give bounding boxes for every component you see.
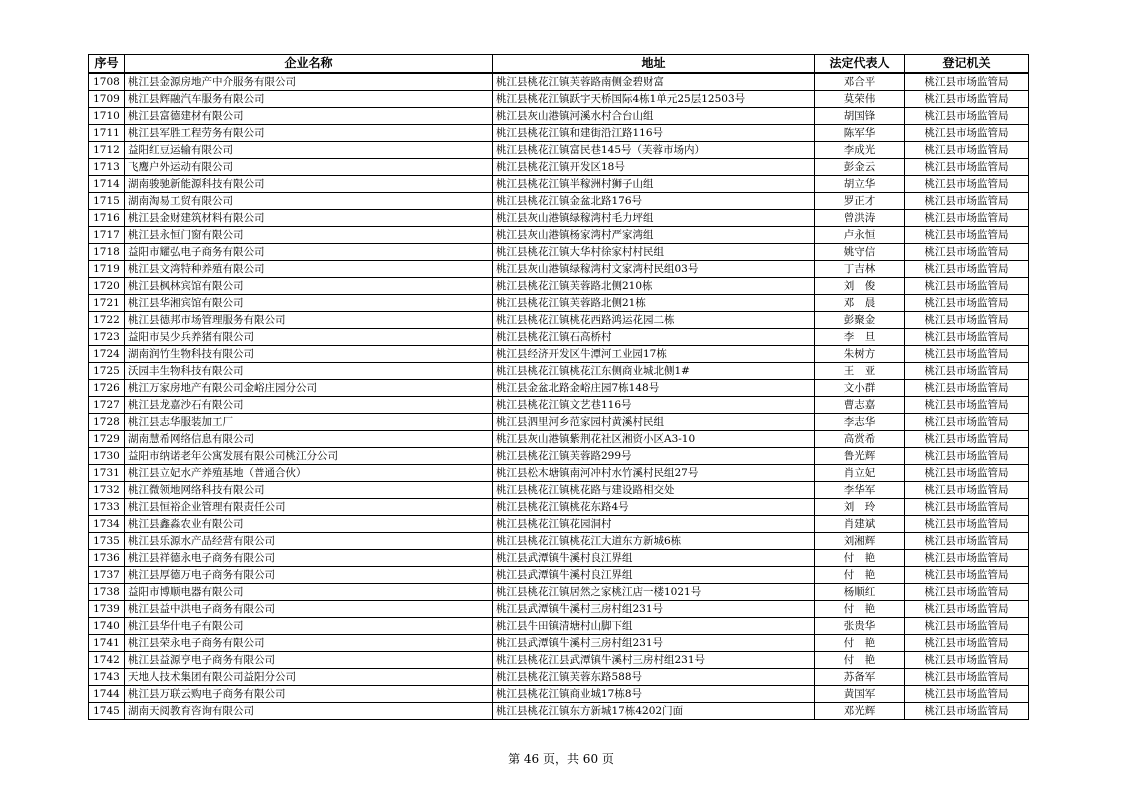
address-cell: 桃江县桃花江镇大华村徐家村村民组 bbox=[493, 244, 815, 261]
serial-no-cell: 1711 bbox=[89, 125, 125, 142]
serial-no-cell: 1743 bbox=[89, 669, 125, 686]
serial-no-cell: 1731 bbox=[89, 465, 125, 482]
legal-representative-cell: 彭金云 bbox=[815, 159, 905, 176]
table-row bbox=[89, 244, 1029, 261]
company-name-cell: 桃江县金源房地产中介服务有限公司 bbox=[125, 73, 493, 91]
serial-no-cell: 1719 bbox=[89, 261, 125, 278]
registration-authority-cell: 桃江县市场监管局 bbox=[905, 363, 1029, 380]
serial-no-cell: 1724 bbox=[89, 346, 125, 363]
serial-no-cell: 1723 bbox=[89, 329, 125, 346]
table-row bbox=[89, 295, 1029, 312]
registration-authority-cell: 桃江县市场监管局 bbox=[905, 533, 1029, 550]
legal-representative-cell: 姚守信 bbox=[815, 244, 905, 261]
table-row bbox=[89, 312, 1029, 329]
serial-no-cell: 1716 bbox=[89, 210, 125, 227]
registration-authority-cell: 桃江县市场监管局 bbox=[905, 142, 1029, 159]
legal-representative-cell: 杨顺红 bbox=[815, 584, 905, 601]
address-cell: 桃江县桃花江镇跃宇天桥国际4栋1单元25层12503号 bbox=[493, 91, 815, 108]
registration-authority-cell: 桃江县市场监管局 bbox=[905, 652, 1029, 669]
company-name-cell: 桃江万家房地产有限公司金峪庄园分公司 bbox=[125, 380, 493, 397]
table-row bbox=[89, 91, 1029, 108]
address-cell: 桃江县桃花江镇文艺巷116号 bbox=[493, 397, 815, 414]
legal-representative-cell: 文小群 bbox=[815, 380, 905, 397]
header-serial-no: 序号 bbox=[89, 55, 125, 74]
table-row bbox=[89, 380, 1029, 397]
serial-no-cell: 1710 bbox=[89, 108, 125, 125]
legal-representative-cell: 曹志嘉 bbox=[815, 397, 905, 414]
registration-authority-cell: 桃江县市场监管局 bbox=[905, 567, 1029, 584]
company-name-cell: 飞鹰户外运动有限公司 bbox=[125, 159, 493, 176]
table-row bbox=[89, 448, 1029, 465]
serial-no-cell: 1739 bbox=[89, 601, 125, 618]
table-row bbox=[89, 414, 1029, 431]
company-name-cell: 桃江县永恒门窗有限公司 bbox=[125, 227, 493, 244]
company-name-cell: 湖南骏驰新能源科技有限公司 bbox=[125, 176, 493, 193]
legal-representative-cell: 张贵华 bbox=[815, 618, 905, 635]
address-cell: 桃江县桃花江镇商业城17栋8号 bbox=[493, 686, 815, 703]
address-cell: 桃江县武潭镇牛溪村良江界组 bbox=[493, 550, 815, 567]
table-row bbox=[89, 431, 1029, 448]
table-row bbox=[89, 210, 1029, 227]
registration-authority-cell: 桃江县市场监管局 bbox=[905, 380, 1029, 397]
table-row bbox=[89, 159, 1029, 176]
address-cell: 桃江县桃花江镇芙蓉路北侧21栋 bbox=[493, 295, 815, 312]
company-name-cell: 桃江县金财建筑材料有限公司 bbox=[125, 210, 493, 227]
registration-authority-cell: 桃江县市场监管局 bbox=[905, 295, 1029, 312]
table-row bbox=[89, 567, 1029, 584]
legal-representative-cell: 彭聚金 bbox=[815, 312, 905, 329]
address-cell: 桃江县灰山港镇河溪水村合台山组 bbox=[493, 108, 815, 125]
company-name-cell: 桃江县龙嘉沙石有限公司 bbox=[125, 397, 493, 414]
address-cell: 桃江县桃花江镇桃花江东侧商业城北侧1# bbox=[493, 363, 815, 380]
serial-no-cell: 1741 bbox=[89, 635, 125, 652]
table-row bbox=[89, 482, 1029, 499]
legal-representative-cell: 朱树方 bbox=[815, 346, 905, 363]
company-name-cell: 桃江县文湾特种养殖有限公司 bbox=[125, 261, 493, 278]
registration-authority-cell: 桃江县市场监管局 bbox=[905, 125, 1029, 142]
table-row bbox=[89, 635, 1029, 652]
legal-representative-cell: 陈军华 bbox=[815, 125, 905, 142]
legal-representative-cell: 胡国锋 bbox=[815, 108, 905, 125]
address-cell: 桃江县桃花江镇芙蓉路南侧金碧财富 bbox=[493, 73, 815, 91]
legal-representative-cell: 卢永恒 bbox=[815, 227, 905, 244]
registration-authority-cell: 桃江县市场监管局 bbox=[905, 227, 1029, 244]
serial-no-cell: 1725 bbox=[89, 363, 125, 380]
address-cell: 桃江县经济开发区牛潭河工业园17栋 bbox=[493, 346, 815, 363]
company-name-cell: 桃江县益源亨电子商务有限公司 bbox=[125, 652, 493, 669]
legal-representative-cell: 李志华 bbox=[815, 414, 905, 431]
legal-representative-cell: 曾洪涛 bbox=[815, 210, 905, 227]
header-registration-authority: 登记机关 bbox=[905, 55, 1029, 74]
company-name-cell: 桃江县枫林宾馆有限公司 bbox=[125, 278, 493, 295]
address-cell: 桃江县武潭镇牛溪村三房村组231号 bbox=[493, 601, 815, 618]
legal-representative-cell: 肖立妃 bbox=[815, 465, 905, 482]
table-row bbox=[89, 261, 1029, 278]
address-cell: 桃江县武潭镇牛溪村良江界组 bbox=[493, 567, 815, 584]
company-name-cell: 湖南慧希网络信息有限公司 bbox=[125, 431, 493, 448]
registration-authority-cell: 桃江县市场监管局 bbox=[905, 346, 1029, 363]
legal-representative-cell: 付 艳 bbox=[815, 567, 905, 584]
serial-no-cell: 1720 bbox=[89, 278, 125, 295]
address-cell: 桃江县灰山港镇绿稼湾村文家湾村民组03号 bbox=[493, 261, 815, 278]
registration-authority-cell: 桃江县市场监管局 bbox=[905, 193, 1029, 210]
serial-no-cell: 1740 bbox=[89, 618, 125, 635]
address-cell: 桃江县桃花江镇居然之家桃江店一楼1021号 bbox=[493, 584, 815, 601]
registration-authority-cell: 桃江县市场监管局 bbox=[905, 278, 1029, 295]
address-cell: 桃江县桃花江镇金盆北路176号 bbox=[493, 193, 815, 210]
legal-representative-cell: 付 艳 bbox=[815, 601, 905, 618]
enterprise-registry-table bbox=[88, 54, 1029, 720]
serial-no-cell: 1732 bbox=[89, 482, 125, 499]
legal-representative-cell: 刘湘辉 bbox=[815, 533, 905, 550]
address-cell: 桃江县桃花江镇桃花江大道东方新城6栋 bbox=[493, 533, 815, 550]
legal-representative-cell: 邓光辉 bbox=[815, 703, 905, 720]
legal-representative-cell: 丁吉林 bbox=[815, 261, 905, 278]
address-cell: 桃江县桃花江镇芙蓉东路588号 bbox=[493, 669, 815, 686]
table-row bbox=[89, 703, 1029, 720]
table-row bbox=[89, 346, 1029, 363]
registration-authority-cell: 桃江县市场监管局 bbox=[905, 91, 1029, 108]
company-name-cell: 湖南天阅教育咨询有限公司 bbox=[125, 703, 493, 720]
company-name-cell: 益阳市纳诺老年公寓发展有限公司桃江分公司 bbox=[125, 448, 493, 465]
legal-representative-cell: 付 艳 bbox=[815, 550, 905, 567]
serial-no-cell: 1745 bbox=[89, 703, 125, 720]
header-company-name: 企业名称 bbox=[125, 55, 493, 74]
company-name-cell: 桃江县华湘宾馆有限公司 bbox=[125, 295, 493, 312]
company-name-cell: 桃江县益中洪电子商务有限公司 bbox=[125, 601, 493, 618]
company-name-cell: 桃江县德邦市场管理服务有限公司 bbox=[125, 312, 493, 329]
legal-representative-cell: 邓合平 bbox=[815, 73, 905, 91]
address-cell: 桃江县桃花江镇和建街沿江路116号 bbox=[493, 125, 815, 142]
registration-authority-cell: 桃江县市场监管局 bbox=[905, 176, 1029, 193]
address-cell: 桃江县灰山港镇紫荆花社区湘资小区A3-10 bbox=[493, 431, 815, 448]
registration-authority-cell: 桃江县市场监管局 bbox=[905, 618, 1029, 635]
header-address: 地址 bbox=[493, 55, 815, 74]
serial-no-cell: 1727 bbox=[89, 397, 125, 414]
table-row bbox=[89, 686, 1029, 703]
serial-no-cell: 1729 bbox=[89, 431, 125, 448]
table-header bbox=[89, 55, 1029, 74]
legal-representative-cell: 鲁光辉 bbox=[815, 448, 905, 465]
serial-no-cell: 1726 bbox=[89, 380, 125, 397]
table-row bbox=[89, 278, 1029, 295]
serial-no-cell: 1736 bbox=[89, 550, 125, 567]
serial-no-cell: 1737 bbox=[89, 567, 125, 584]
company-name-cell: 桃江县立妃水产养殖基地（普通合伙） bbox=[125, 465, 493, 482]
registration-authority-cell: 桃江县市场监管局 bbox=[905, 686, 1029, 703]
address-cell: 桃江县牛田镇清塘村山脚下组 bbox=[493, 618, 815, 635]
company-name-cell: 桃江县华什电子有限公司 bbox=[125, 618, 493, 635]
address-cell: 桃江县桃花江镇桃花西路鸿运花园二栋 bbox=[493, 312, 815, 329]
registration-authority-cell: 桃江县市场监管局 bbox=[905, 550, 1029, 567]
registration-authority-cell: 桃江县市场监管局 bbox=[905, 414, 1029, 431]
serial-no-cell: 1721 bbox=[89, 295, 125, 312]
registration-authority-cell: 桃江县市场监管局 bbox=[905, 703, 1029, 720]
registration-authority-cell: 桃江县市场监管局 bbox=[905, 431, 1029, 448]
registration-authority-cell: 桃江县市场监管局 bbox=[905, 210, 1029, 227]
table-row bbox=[89, 193, 1029, 210]
table-row bbox=[89, 73, 1029, 91]
company-name-cell: 桃江县辉融汽车服务有限公司 bbox=[125, 91, 493, 108]
page-number: 第 46 页，共 60 页 bbox=[508, 752, 614, 766]
company-name-cell: 桃江县万联云购电子商务有限公司 bbox=[125, 686, 493, 703]
registration-authority-cell: 桃江县市场监管局 bbox=[905, 669, 1029, 686]
company-name-cell: 桃江县祥德永电子商务有限公司 bbox=[125, 550, 493, 567]
table-row bbox=[89, 176, 1029, 193]
registration-authority-cell: 桃江县市场监管局 bbox=[905, 584, 1029, 601]
registration-authority-cell: 桃江县市场监管局 bbox=[905, 244, 1029, 261]
address-cell: 桃江县桃花江镇开发区18号 bbox=[493, 159, 815, 176]
registration-authority-cell: 桃江县市场监管局 bbox=[905, 516, 1029, 533]
serial-no-cell: 1717 bbox=[89, 227, 125, 244]
table-row bbox=[89, 329, 1029, 346]
address-cell: 桃江县桃花江镇芙蓉路北侧210栋 bbox=[493, 278, 815, 295]
registration-authority-cell: 桃江县市场监管局 bbox=[905, 635, 1029, 652]
address-cell: 桃江县桃花江县武潭镇牛溪村三房村组231号 bbox=[493, 652, 815, 669]
registration-authority-cell: 桃江县市场监管局 bbox=[905, 482, 1029, 499]
table-row bbox=[89, 142, 1029, 159]
table-row bbox=[89, 516, 1029, 533]
legal-representative-cell: 刘 俊 bbox=[815, 278, 905, 295]
legal-representative-cell: 黄国军 bbox=[815, 686, 905, 703]
legal-representative-cell: 高赏希 bbox=[815, 431, 905, 448]
legal-representative-cell: 苏备军 bbox=[815, 669, 905, 686]
table-body bbox=[89, 73, 1029, 720]
table-row bbox=[89, 669, 1029, 686]
company-name-cell: 益阳市耀弘电子商务有限公司 bbox=[125, 244, 493, 261]
serial-no-cell: 1713 bbox=[89, 159, 125, 176]
address-cell: 桃江县桃花江镇富民巷145号（芙蓉市场内） bbox=[493, 142, 815, 159]
table-row bbox=[89, 584, 1029, 601]
company-name-cell: 天地人技术集团有限公司益阳分公司 bbox=[125, 669, 493, 686]
registration-authority-cell: 桃江县市场监管局 bbox=[905, 329, 1029, 346]
serial-no-cell: 1715 bbox=[89, 193, 125, 210]
address-cell: 桃江县桃花江镇桃花东路4号 bbox=[493, 499, 815, 516]
registration-authority-cell: 桃江县市场监管局 bbox=[905, 499, 1029, 516]
legal-representative-cell: 刘 玲 bbox=[815, 499, 905, 516]
registration-authority-cell: 桃江县市场监管局 bbox=[905, 312, 1029, 329]
company-name-cell: 桃江县乐源水产品经营有限公司 bbox=[125, 533, 493, 550]
address-cell: 桃江县松木塘镇南河冲村水竹溪村民组27号 bbox=[493, 465, 815, 482]
company-name-cell: 益阳红豆运输有限公司 bbox=[125, 142, 493, 159]
address-cell: 桃江县武潭镇牛溪村三房村组231号 bbox=[493, 635, 815, 652]
address-cell: 桃江县灰山港镇绿稼湾村毛力坪组 bbox=[493, 210, 815, 227]
legal-representative-cell: 莫荣伟 bbox=[815, 91, 905, 108]
table-row bbox=[89, 550, 1029, 567]
registration-authority-cell: 桃江县市场监管局 bbox=[905, 465, 1029, 482]
registration-authority-cell: 桃江县市场监管局 bbox=[905, 261, 1029, 278]
company-name-cell: 桃江县荣永电子商务有限公司 bbox=[125, 635, 493, 652]
table-row bbox=[89, 397, 1029, 414]
legal-representative-cell: 胡立华 bbox=[815, 176, 905, 193]
address-cell: 桃江县桃花江镇花园洞村 bbox=[493, 516, 815, 533]
legal-representative-cell: 李华军 bbox=[815, 482, 905, 499]
address-cell: 桃江县桃花江镇石高桥村 bbox=[493, 329, 815, 346]
table-row bbox=[89, 363, 1029, 380]
legal-representative-cell: 邓 晨 bbox=[815, 295, 905, 312]
serial-no-cell: 1734 bbox=[89, 516, 125, 533]
address-cell: 桃江县桃花江镇东方新城17栋4202门面 bbox=[493, 703, 815, 720]
serial-no-cell: 1733 bbox=[89, 499, 125, 516]
address-cell: 桃江县桃花江镇半稼洲村狮子山组 bbox=[493, 176, 815, 193]
company-name-cell: 益阳市博顺电器有限公司 bbox=[125, 584, 493, 601]
address-cell: 桃江县桃花江镇桃花路与建设路相交处 bbox=[493, 482, 815, 499]
registration-authority-cell: 桃江县市场监管局 bbox=[905, 397, 1029, 414]
serial-no-cell: 1722 bbox=[89, 312, 125, 329]
serial-no-cell: 1735 bbox=[89, 533, 125, 550]
legal-representative-cell: 付 艳 bbox=[815, 635, 905, 652]
company-name-cell: 湖南润竹生物科技有限公司 bbox=[125, 346, 493, 363]
serial-no-cell: 1708 bbox=[89, 73, 125, 91]
table-row bbox=[89, 108, 1029, 125]
table-row bbox=[89, 499, 1029, 516]
table-row bbox=[89, 601, 1029, 618]
header-legal-representative: 法定代表人 bbox=[815, 55, 905, 74]
company-name-cell: 益阳市吴少兵养猪有限公司 bbox=[125, 329, 493, 346]
table-row bbox=[89, 618, 1029, 635]
serial-no-cell: 1714 bbox=[89, 176, 125, 193]
registration-authority-cell: 桃江县市场监管局 bbox=[905, 108, 1029, 125]
legal-representative-cell: 付 艳 bbox=[815, 652, 905, 669]
registration-authority-cell: 桃江县市场监管局 bbox=[905, 159, 1029, 176]
company-name-cell: 湖南淘易工贸有限公司 bbox=[125, 193, 493, 210]
legal-representative-cell: 王 亚 bbox=[815, 363, 905, 380]
company-name-cell: 桃江县厚德万电子商务有限公司 bbox=[125, 567, 493, 584]
serial-no-cell: 1718 bbox=[89, 244, 125, 261]
legal-representative-cell: 李 旦 bbox=[815, 329, 905, 346]
table-row bbox=[89, 465, 1029, 482]
table-row bbox=[89, 652, 1029, 669]
serial-no-cell: 1728 bbox=[89, 414, 125, 431]
company-name-cell: 桃江县富德建材有限公司 bbox=[125, 108, 493, 125]
serial-no-cell: 1744 bbox=[89, 686, 125, 703]
serial-no-cell: 1712 bbox=[89, 142, 125, 159]
serial-no-cell: 1738 bbox=[89, 584, 125, 601]
table-row bbox=[89, 227, 1029, 244]
company-name-cell: 桃江县志华服装加工厂 bbox=[125, 414, 493, 431]
serial-no-cell: 1709 bbox=[89, 91, 125, 108]
company-name-cell: 桃江县鑫淼农业有限公司 bbox=[125, 516, 493, 533]
registration-authority-cell: 桃江县市场监管局 bbox=[905, 73, 1029, 91]
registration-authority-cell: 桃江县市场监管局 bbox=[905, 601, 1029, 618]
company-name-cell: 沃园丰生物科技有限公司 bbox=[125, 363, 493, 380]
serial-no-cell: 1730 bbox=[89, 448, 125, 465]
header-row bbox=[89, 55, 1029, 74]
table-row bbox=[89, 125, 1029, 142]
address-cell: 桃江县灰山港镇杨家湾村严家湾组 bbox=[493, 227, 815, 244]
company-name-cell: 桃江微领地网络科技有限公司 bbox=[125, 482, 493, 499]
serial-no-cell: 1742 bbox=[89, 652, 125, 669]
address-cell: 桃江县桃花江镇芙蓉路299号 bbox=[493, 448, 815, 465]
company-name-cell: 桃江县军胜工程劳务有限公司 bbox=[125, 125, 493, 142]
registration-authority-cell: 桃江县市场监管局 bbox=[905, 448, 1029, 465]
address-cell: 桃江县泗里河乡范家园村黄溪村民组 bbox=[493, 414, 815, 431]
company-name-cell: 桃江县恒裕企业管理有限责任公司 bbox=[125, 499, 493, 516]
legal-representative-cell: 李成光 bbox=[815, 142, 905, 159]
legal-representative-cell: 肖建斌 bbox=[815, 516, 905, 533]
table-row bbox=[89, 533, 1029, 550]
legal-representative-cell: 罗正才 bbox=[815, 193, 905, 210]
address-cell: 桃江县金盆北路金峪庄园7栋148号 bbox=[493, 380, 815, 397]
